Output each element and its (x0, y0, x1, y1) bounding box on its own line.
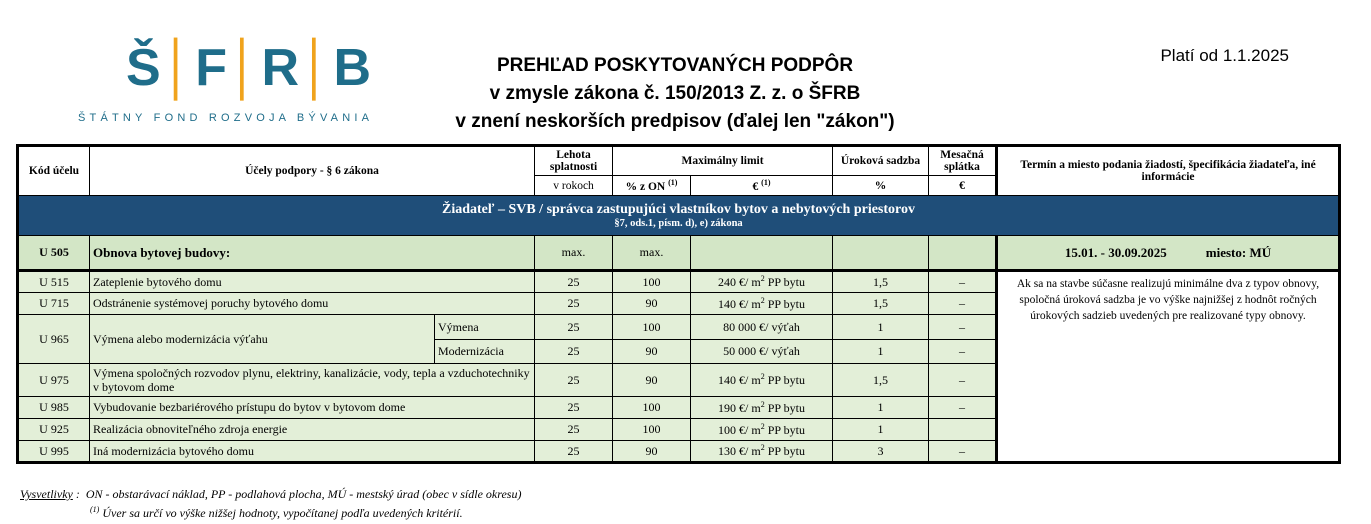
notes-line-1: ON - obstarávací náklad, PP - podlahová plocha, MÚ - mestský úrad (obec v sídle okresu) (85, 487, 522, 501)
footnotes: Vysvetlivky : ON - obstarávací náklad, PP - podlahová plocha, MÚ - mestský úrad (obec v sídle okresu) $^{(1)}$ Úver sa určí vo výške nižšej hodnoty, vypočítanej podľa uvedených kritérií. (20, 487, 522, 520)
logo-wordmark: Š│F│R│B (126, 39, 373, 97)
document-title (440, 52, 910, 136)
notes-line-2: Úver sa určí vo výške nižšej hodnoty, vypočítanej podľa uvedených kritérií. (99, 506, 463, 520)
deadline-cell: 15.01. - 30.09.2025 miesto: MÚ (997, 236, 1340, 271)
table-row: U 515 Zateplenie bytového domu 25 100 240 €/ $m^2$ PP bytu 1,5 – Ak sa na stavbe súčasne realizujú minimálne dva z typov obnovy, spoločná úroková sadzba je vo výške najnižšej z hodnôt ročných úrokových sadzieb uvedených pre realizované typy obnovy. (18, 271, 1340, 293)
title-line-2: v zmysle zákona č. 150/2013 Z. z. o ŠFRB (489, 83, 861, 104)
header-pct: % z ON $^{(1)}$ (613, 176, 691, 196)
logo-subtitle: ŠTÁTNY FOND ROZVOJA BÝVANIA (78, 112, 374, 124)
notes-label: Vysvetlivky (20, 487, 73, 501)
support-table (16, 144, 1341, 464)
header-info: Termín a miesto podania žiadostí, špecifikácia žiadateľa, iné informácie (997, 146, 1340, 196)
main-term: max. (535, 236, 613, 271)
header-code: Kód účelu (18, 146, 90, 196)
header-term: Lehota splatnosti (535, 146, 613, 176)
table-row: U 985 Vybudovanie bezbariérového prístupu do bytov v bytovom dome 25 100 190 €/ $m^2$ PP bytu 1 – (18, 397, 1340, 419)
table-row: Modernizácia 25 90 50 000 €/ výťah 1 – (18, 340, 1340, 364)
header-max-limit: Maximálny limit (613, 146, 833, 176)
title-line-3: v znení neskorších predpisov (ďalej len "zákon") (455, 111, 895, 132)
table-row: U 925 Realizácia obnoviteľného zdroja energie 25 100 100 €/ $m^2$ PP bytu 1 (18, 419, 1340, 441)
header-eur: € $^{(1)}$ (691, 176, 833, 196)
header-term-unit: v rokoch (535, 176, 613, 196)
table-row: U 965 Výmena alebo modernizácia výťahu Výmena 25 100 80 000 €/ výťah 1 – (18, 315, 1340, 340)
header-monthly: Mesačná splátka (929, 146, 997, 176)
main-pct: max. (613, 236, 691, 271)
title-line-1: PREHĽAD POSKYTOVANÝCH PODPÔR (496, 55, 854, 76)
main-code: U 505 (18, 236, 90, 271)
sfrb-logo (78, 34, 408, 134)
table-row: U 995 Iná modernizácia bytového domu 25 90 130 €/ $m^2$ PP bytu 3 – (18, 441, 1340, 463)
table-row: U 975 Výmena spoločných rozvodov plynu, elektriny, kanalizácie, vody, tepla a vzduchotechniky v bytovom dome 25 90 140 €/ $m^2$ PP bytu 1,5 – (18, 364, 1340, 397)
main-label: Obnova bytovej budovy: (90, 236, 535, 271)
header-rate: Úroková sadzba (833, 146, 929, 176)
header-rate-unit: % (833, 176, 929, 196)
valid-from: Platí od 1.1.2025 (1160, 46, 1289, 65)
header-purposes: Účely podpory - § 6 zákona (90, 146, 535, 196)
applicant-band: Žiadateľ – SVB / správca zastupujúci vlastníkov bytov a nebytových priestorov §7, ods.1, písm. d), e) zákona (18, 196, 1340, 236)
table-row: U 715 Odstránenie systémovej poruchy bytového domu 25 90 140 €/ $m^2$ PP bytu 1,5 – (18, 293, 1340, 315)
header-monthly-unit: € (929, 176, 997, 196)
info-text: Ak sa na stavbe súčasne realizujú minimálne dva z typov obnovy, spoločná úroková sadzba je vo výške najnižšej z hodnôt ročných úrokových sadzieb uvedených pre realizované typy obnovy. (997, 271, 1340, 463)
